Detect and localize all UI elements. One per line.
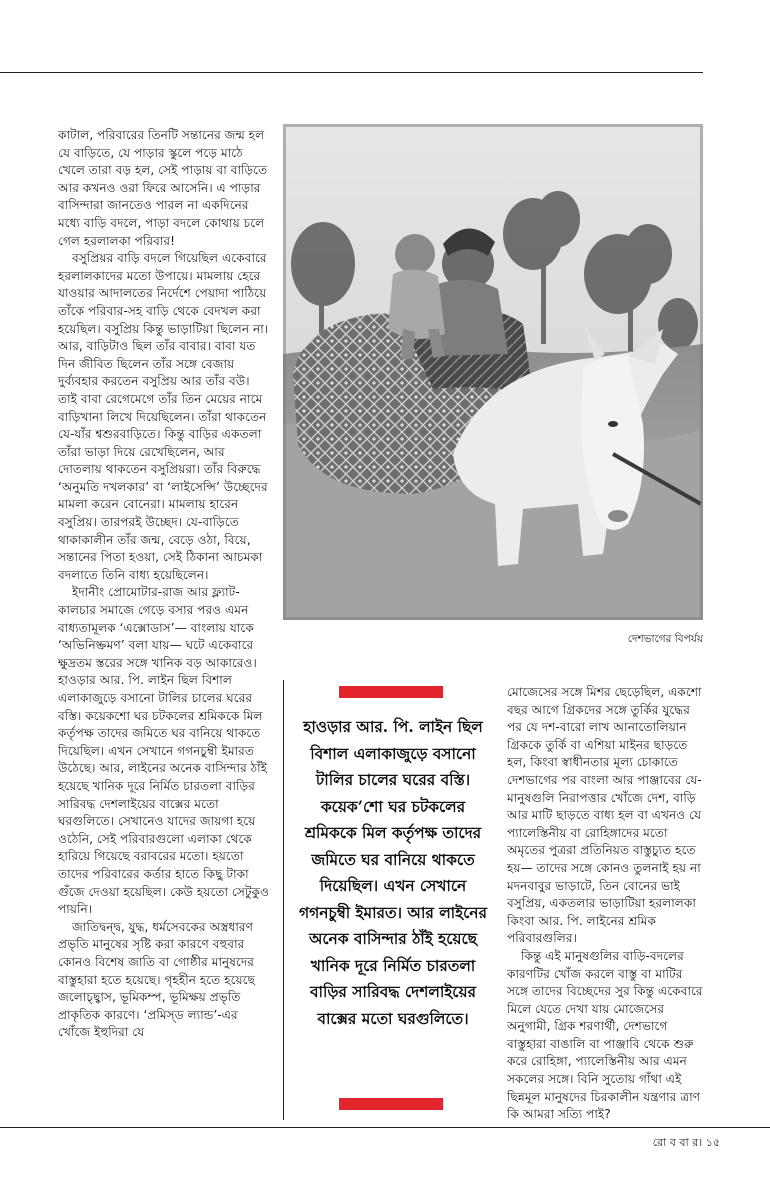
- photo-caption: দেশভাগের বিপর্যয়: [627, 633, 703, 645]
- left-paragraph-4: জাতিদ্বন্দ্ব, যুদ্ধ, ধর্মসেবকের অস্ত্রধারণ প্রভৃতি মানুষের সৃষ্টি করা কারণে বহুবার কোনও বিশেষ জাতি বা গোষ্ঠীর মানুষদের বাস্তুহারা হতে হয়েছে। গৃহহীন হতে হয়েছে জলোচ্ছ্বাস, ভূমিকম্প, ভূমিক্ষয় প্রভৃতি প্রাকৃতিক কারণে। ‘প্রমিস্‌ড ল্যান্ড’-এর খোঁজে ইহুদিরা যে: [58, 919, 255, 1040]
- left-text-column: [58, 127, 272, 1117]
- right-text-column: [507, 684, 703, 1124]
- left-paragraph-1: কাটাল, পরিবারের তিনটি সন্তানের জন্ম হল যে বাড়িতে, যে পাড়ার স্কুলে পড়ে মাঠে খেলে তারা বড় হল, সেই পাড়ায় বা বাড়িতে আর কখনও ওরা ফিরে আসেনি। এ পাড়ার বাসিন্দারা জানতেও পারল না একদিনের মধ্যে বাড়ি বদলে, পাড়া বদলে কোথায় চলে গেল হরলালকা পরিবার!: [58, 128, 268, 248]
- page-folio: রো ব বা র। ১৫: [652, 1136, 720, 1149]
- top-rule: [0, 72, 703, 73]
- pull-quote-text: হাওড়ার আর. পি. লাইন ছিল বিশাল এলাকাজুড়ে বসানো টালির চালের ঘরের বস্তি। কয়েক’শো ঘর চটকলের শ্রমিককে মিল কর্তৃপক্ষ তাদের জমিতে ঘর বানিয়ে থাকতে দিয়েছিল। এখন সেখানে গগনচুম্বী ইমারত। আর লাইনের অনেক বাসিন্দার ঠাঁই হয়েছে খানিক দূরে নির্মিত চারতলা বাড়ির সারিবদ্ধ দেশলাইয়ের বাক্সের মতো ঘরগুলিতে।: [299, 718, 487, 1028]
- refugee-children-donkey-photo: [283, 124, 703, 620]
- right-paragraph-1: মোজেসের সঙ্গে মিশর ছেড়েছিল, একশো বছর আগে গ্রিকদের সঙ্গে তুর্কির যুদ্ধের পর যে দশ-বারো লাখ আনাতোলিয়ান গ্রিককে তুর্কি বা এশিয়া মাইনর ছাড়তে হল, কিংবা স্বাধীনতার মূল্য চোকাতে দেশভাগের পর বাংলা আর পাঞ্জাবের যে-মানুষগুলি নিরাপত্তার খোঁজে দেশ, বাড়ি আর মাটি ছাড়তে বাধ্য হল বা এখনও যে প্যালেস্তিনীয় বা রোহিঙ্গাদের মতো অমৃতের পুত্ররা প্রতিনিয়ত বাস্তুচ্যুত হতে হয়— তাদের সঙ্গে কোনও তুলনাই হয় না মদনবাবুর ভাড়াটে, তিন বোনের ভাই বসুপ্রিয়, একতলার ভাড়াটিয়া হরলালকা কিংবা আর. পি. লাইনের শ্রমিক পরিবারগুলির।: [507, 685, 702, 946]
- pull-quote-top-red-bar: [339, 686, 443, 698]
- pull-quote-bottom-red-bar: [339, 1098, 443, 1110]
- left-paragraph-3: ইদানীং প্রোমোটার-রাজ আর ফ্ল্যাট-কালচার সমাজে গেড়ে বসার পরও এমন বাধ্যতামূলক ‘এক্সোডাস’— বাংলায় যাকে ‘অভিনিষ্ক্রমণ’ বলা যায়— ঘটে একেবারে ক্ষুদ্রতম স্তরের সঙ্গে খানিক বড় আকারেও। হাওড়ার আর. পি. লাইন ছিল বিশাল এলাকাজুড়ে বসানো টালির চালের ঘরের বস্তি। কয়েকশো ঘর চটকলের শ্রমিককে মিল কর্তৃপক্ষ তাদের জমিতে ঘর বানিয়ে থাকতে দিয়েছিল। এখন সেখানে গগনচুম্বী ইমারত উঠেছে। আর, লাইনের অনেক বাসিন্দার ঠাঁই হয়েছে খানিক দূরে নির্মিত চারতলা বাড়ির সারিবদ্ধ দেশলাইয়ের বাক্সের মতো ঘরগুলিতে। সেখানেও যাদের জায়গা হয়ে ওঠেনি, সেই পরিবারগুলো এলাকা থেকে হারিয়ে গিয়েছে বরাবরের মতো। হয়তো তাদের পরিবারের কর্তার হাতে কিছু টাকা গুঁজে দেওয়া হয়েছিল। কেউ হয়তো সেটুকুও পায়নি।: [58, 585, 270, 917]
- right-paragraph-2: কিন্তু এই মানুষগুলির বাড়ি-বদলের কারণটির খোঁজ করলে বাস্তু বা মাটির সঙ্গে তাদের বিচ্ছেদের সুর কিন্তু একেবারে মিলে যেতে দেখা যায় মোজেসের অনুগামী, গ্রিক শরণার্থী, দেশভাগে বাস্তুহারা বাঙালি বা পাঞ্জাবি থেকে শুরু করে রোহিঙ্গা, প্যালেস্তিনীয় আর এমন সকলের সঙ্গে। বিনি সুতোয় গাঁথা এই ছিন্নমূল মানুষদের চিরকালীন যন্ত্রণার ত্রাণ কি আমরা সত্যি পাই?: [507, 948, 703, 1122]
- left-paragraph-2: বসুপ্রিয়র বাড়ি বদলে গিয়েছিল একেবারে হরলালকাদের মতো উপায়ে। মামলায় হেরে যাওয়ার আদালতের নির্দেশে পেয়াদা পাঠিয়ে তাঁকে পরিবার-সহ বাড়ি থেকে বেদখল করা হয়েছিল। বসুপ্রিয় কিন্তু ভাড়াটিয়া ছিলেন না। আর, বাড়িটাও ছিল তাঁর বাবার। বাবা যত দিন জীবিত ছিলেন তাঁর সঙ্গে বেজায় দুর্ব্যবহার করতেন বসুপ্রিয় আর তাঁর বউ। তাই বাবা রেগেমেগে তাঁর তিন মেয়ের নামে বাড়িখানা লিখে দিয়েছিলেন। তাঁরা থাকতেন যে-যাঁর শ্বশুরবাড়িতে। কিন্তু বাড়ির একতলা তাঁরা ভাড়া দিয়ে রেখেছিলেন, আর দোতলায় থাকতেন বসুপ্রিয়রা। তাঁর বিরুদ্ধে ‘অনুমতি দখলকার’ বা ‘লাইসেন্সি’ উচ্ছেদের মামলা করেন বোনেরা। মামলায় হারেন বসুপ্রিয়। তারপরই উচ্ছেদ। যে-বাড়িতে থাকাকালীন তাঁর জন্ম, বেড়ে ওঠা, বিয়ে, সন্তানের পিতা হওয়া, সেই ঠিকানা আচমকা বদলাতে তিনি বাধ্য হয়েছিলেন।: [58, 251, 269, 582]
- pull-quote-box: [283, 680, 495, 1120]
- bottom-rule: [0, 1127, 770, 1128]
- pull-quote-divider: [283, 680, 284, 1120]
